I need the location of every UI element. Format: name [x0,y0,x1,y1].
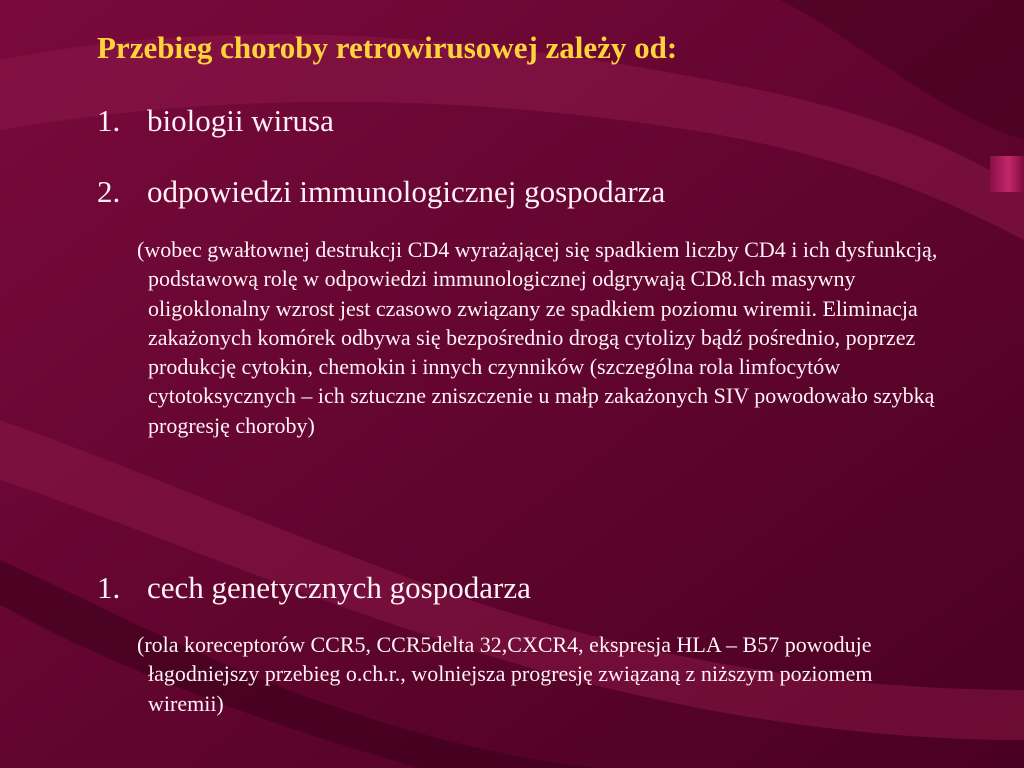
list-item-2 [97,172,665,212]
list-number: 2. [97,174,121,209]
list-item-1 [97,101,334,141]
note-immune-response: (wobec gwałtownej destrukcji CD4 wyrażającej się spadkiem liczby CD4 i ich dysfunkcją, podstawową rolę w odpowiedzi immunologicznej odgrywają CD8.Ich masywny oligoklonalny wzrost jest czasowo związany ze spadkiem poziomu wiremii. Eliminacja zakażonych komórek odbywa się bezpośrednio drogą cytolizy bądź pośrednio, poprzez produkcję cytokin, chemokin i innych czynników (szczególna rola limfocytów cytotoksycznych – ich sztuczne zniszczenie u małp zakażonych SIV powodowało szybką progresję choroby) [137,237,938,438]
list-number: 1. [97,103,121,138]
list-text: odpowiedzi immunologicznej gospodarza [147,174,666,209]
decorative-tab [990,156,1024,192]
list-text: biologii wirusa [147,103,334,138]
list-item-3 [97,568,531,608]
slide-title: Przebieg choroby retrowirusowej zależy od: [97,30,678,65]
list-number: 1. [97,570,121,605]
note-host-genetics: (rola koreceptorów CCR5, CCR5delta 32,CXCR4, ekspresja HLA – B57 powoduje łagodniejszy przebieg o.ch.r., wolniejsza progresję związaną z niższym poziomem wiremii) [137,632,873,716]
list-text: cech genetycznych gospodarza [147,570,531,605]
